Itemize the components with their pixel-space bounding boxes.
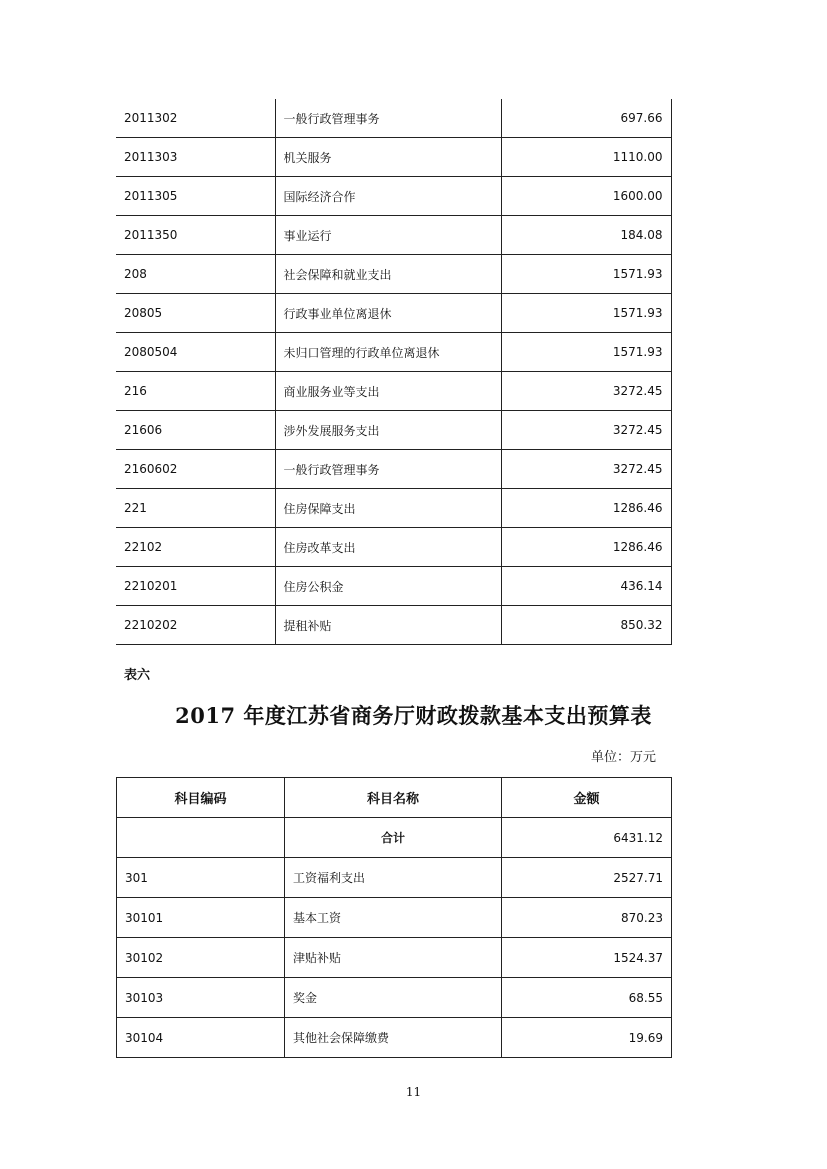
table-row (116, 333, 671, 372)
code-cell: 2011302 (116, 99, 275, 138)
amount-cell: 1286.46 (501, 528, 671, 567)
total-amount: 6431.12 (502, 818, 672, 858)
total-row (117, 818, 672, 858)
total-label: 合计 (285, 818, 502, 858)
name-cell: 基本工资 (285, 898, 502, 938)
continued-budget-table (116, 99, 672, 645)
code-cell: 2011305 (116, 177, 275, 216)
amount-cell: 1524.37 (502, 938, 672, 978)
name-cell: 津贴补贴 (285, 938, 502, 978)
amount-cell: 3272.45 (501, 372, 671, 411)
code-cell: 22102 (116, 528, 275, 567)
table-row (116, 138, 671, 177)
table-row (117, 938, 672, 978)
code-cell: 216 (116, 372, 275, 411)
basic-expenditure-budget-table (116, 777, 672, 1058)
unit-label: 单位：万元 (591, 750, 657, 765)
header-code: 科目编码 (117, 778, 285, 818)
table-row (117, 1018, 672, 1058)
table-header-row (117, 778, 672, 818)
amount-cell: 1110.00 (501, 138, 671, 177)
name-cell: 住房保障支出 (275, 489, 501, 528)
table-row (116, 528, 671, 567)
page-number: 11 (405, 1085, 422, 1099)
amount-cell: 1571.93 (501, 333, 671, 372)
amount-cell: 3272.45 (501, 411, 671, 450)
table-row (116, 606, 671, 645)
header-amount: 金额 (502, 778, 672, 818)
table-row (116, 99, 671, 138)
code-cell: 2011350 (116, 216, 275, 255)
name-cell: 社会保障和就业支出 (275, 255, 501, 294)
amount-cell: 3272.45 (501, 450, 671, 489)
name-cell: 一般行政管理事务 (275, 450, 501, 489)
code-cell (117, 818, 285, 858)
name-cell: 一般行政管理事务 (275, 99, 501, 138)
amount-cell: 850.32 (501, 606, 671, 645)
amount-cell: 1600.00 (501, 177, 671, 216)
code-cell: 2210202 (116, 606, 275, 645)
code-cell: 2160602 (116, 450, 275, 489)
code-cell: 30103 (117, 978, 285, 1018)
amount-cell: 2527.71 (502, 858, 672, 898)
name-cell: 奖金 (285, 978, 502, 1018)
table-row (116, 489, 671, 528)
code-cell: 2210201 (116, 567, 275, 606)
name-cell: 住房公积金 (275, 567, 501, 606)
amount-cell: 1571.93 (501, 294, 671, 333)
name-cell: 国际经济合作 (275, 177, 501, 216)
amount-cell: 68.55 (502, 978, 672, 1018)
header-name: 科目名称 (285, 778, 502, 818)
code-cell: 30101 (117, 898, 285, 938)
code-cell: 30102 (117, 938, 285, 978)
code-cell: 221 (116, 489, 275, 528)
name-cell: 提租补贴 (275, 606, 501, 645)
name-cell: 住房改革支出 (275, 528, 501, 567)
name-cell: 涉外发展服务支出 (275, 411, 501, 450)
name-cell: 事业运行 (275, 216, 501, 255)
code-cell: 21606 (116, 411, 275, 450)
table-row (117, 858, 672, 898)
table-row (116, 294, 671, 333)
name-cell: 工资福利支出 (285, 858, 502, 898)
table-row (116, 177, 671, 216)
name-cell: 未归口管理的行政单位离退休 (275, 333, 501, 372)
code-cell: 20805 (116, 294, 275, 333)
name-cell: 商业服务业等支出 (275, 372, 501, 411)
table-row (116, 567, 671, 606)
table-row (116, 411, 671, 450)
amount-cell: 19.69 (502, 1018, 672, 1058)
table-row (116, 255, 671, 294)
amount-cell: 870.23 (502, 898, 672, 938)
amount-cell: 697.66 (501, 99, 671, 138)
code-cell: 2080504 (116, 333, 275, 372)
amount-cell: 436.14 (501, 567, 671, 606)
table-label: 表六 (124, 668, 151, 683)
name-cell: 其他社会保障缴费 (285, 1018, 502, 1058)
amount-cell: 184.08 (501, 216, 671, 255)
table-row (116, 372, 671, 411)
table-row (116, 216, 671, 255)
name-cell: 机关服务 (275, 138, 501, 177)
page-title: 2017 年度江苏省商务厅财政拨款基本支出预算表 (175, 703, 652, 728)
table-row (117, 898, 672, 938)
table-row (116, 450, 671, 489)
code-cell: 301 (117, 858, 285, 898)
code-cell: 2011303 (116, 138, 275, 177)
name-cell: 行政事业单位离退休 (275, 294, 501, 333)
code-cell: 30104 (117, 1018, 285, 1058)
amount-cell: 1571.93 (501, 255, 671, 294)
amount-cell: 1286.46 (501, 489, 671, 528)
code-cell: 208 (116, 255, 275, 294)
table-row (117, 978, 672, 1018)
